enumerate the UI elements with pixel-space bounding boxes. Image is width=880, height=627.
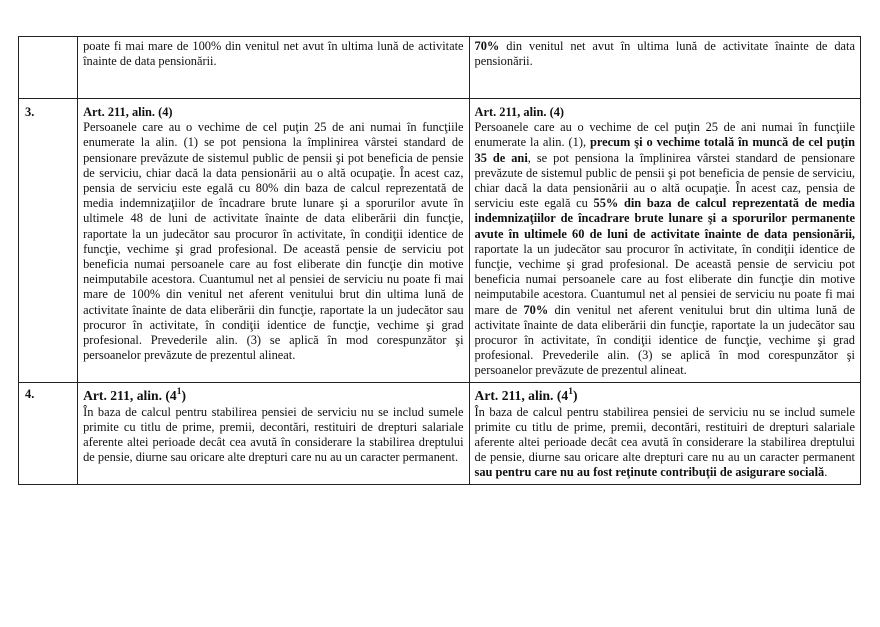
row-number: 4. [19,382,78,484]
current-text: poate fi mai mare de 100% din venitul net avut în ultima lună de activitate înainte de data pensionării. [83,39,464,69]
proposed-text-cell [469,99,860,383]
row-number: 3. [19,99,78,383]
proposed-text: În baza de calcul pentru stabilirea pensiei de serviciu nu se includ sumele primite cu titlu de prime, premii, decontări, restituiri de drepturi salariale aferente altei perioade decât cea avută în considerare la stabilirea dreptului de pensie, diurne sau oricare alte drepturi care nu au un caracter permanent [474,404,855,465]
comparison-table [18,36,861,485]
amended-text-bold: precum şi o vechime totală în muncă de cel puţin 35 de ani [474,135,855,165]
article-heading [475,387,855,405]
proposed-text: raportate la un judecător sau procuror în activitate, în condiţii identice de funcţie, vechime şi grad profesional. De această pensie de serviciu pot beneficia numai persoanele care au fost eliberate din funcţie din motive neimputabile acestora. Cuantumul net al pensiei de serviciu nu poate fi mai mare de [474,241,855,317]
amended-text-bold: 70% [523,302,549,317]
current-text-cell [78,99,469,383]
amended-text-bold: 55% din baza de calcul reprezentată de media indemnizaţiilor de încadrare brute lunare şi a sporurilor permanente avute în ultimele 60 de luni de activitate înainte de data pensionării, [474,196,855,241]
table-row [19,37,861,99]
proposed-text: din venitul net avut în ultima lună de activitate înainte de data pensionării. [474,39,855,69]
article-heading-text: Art. 211, alin. (4 [474,387,569,403]
proposed-text: Persoanele care au o vechime de cel puţin 25 de ani numai în funcţiile enumerate la alin. (1), [474,120,855,150]
article-heading [83,387,463,405]
document-page [18,36,861,485]
proposed-text-cell [469,37,860,99]
proposed-text: din venitul net aferent venitului brut din ultima lună de activitate înainte de data eliberării din funcţie, raportate la un judecător sau procuror în activitate, în condiţii identice de funcţie, vechime şi grad profesional. Prevederile alin. (3) se aplică în mod corespunzător şi persoanelor prevăzute de prezentul alineat. [474,302,856,378]
current-text-cell [78,37,469,99]
current-text: Persoanele care au o vechime de cel puţin 25 de ani numai în funcţiile enumerate la alin. (1) se pot pensiona la împlinirea vârstei standard de pensionare prevăzute de sistemul public de pensii şi pot beneficia de pensie de serviciu, chiar dacă la data pensionării au o altă ocupaţie. În acest caz, pensia de serviciu este egală cu 80% din baza de calcul reprezentată de media indemnizaţiilor de încadrare brute lunare şi a sporurilor avute în ultimele 48 de luni de activitate înainte de data eliberării din funcţie, raportate la un judecător sau procuror în activitate, în condiţii identice de funcţie, vechime şi grad profesional. De această pensie de serviciu pot beneficia numai persoanele care au fost eliberate din funcţie din motive neimputabile acestora. Cuantumul net al pensiei de serviciu nu poate fi mai mare de 100% din venitul net aferent venitului brut din ultima lună de activitate înainte de data eliberării din funcţie, raportate la un judecător sau procuror în activitate, în condiţii identice de funcţie, vechime şi grad profesional. Prevederile alin. (3) se aplică în mod corespunzător şi persoanelor prevăzute de prezentul alineat. [83,120,464,363]
current-text: În baza de calcul pentru stabilirea pensiei de serviciu nu se includ sumele primite cu titlu de prime, premii, decontări, restituiri de drepturi salariale aferente altei perioade decât cea avută în considerare la stabilirea dreptului de pensie, diurne sau oricare alte drepturi care nu au un caracter permanent. [83,404,464,465]
article-heading-text: Art. 211, alin. (4 [83,387,177,403]
proposed-text: . [824,465,828,480]
article-heading-end: ) [572,387,578,403]
article-heading: Art. 211, alin. (4) [474,105,565,119]
article-heading-superscript: 1 [176,386,182,397]
table-row [19,99,861,383]
row-number [19,37,78,99]
amended-text-bold: sau pentru care nu au fost reţinute contribuţii de asigurare socială [474,465,825,480]
amended-text-bold: 70% [474,39,500,53]
proposed-text: , se pot pensiona la împlinirea vârstei standard de pensionare prevăzute de sistemul public de pensii şi pot beneficia de pensie de serviciu, chiar dacă la data pensionării au o altă ocupaţie. În acest caz, pensia de serviciu este egală cu [474,150,855,211]
article-heading-superscript: 1 [568,386,573,397]
article-heading-end: ) [181,387,187,403]
article-heading: Art. 211, alin. (4) [83,105,173,119]
proposed-text-cell [469,382,860,484]
current-text-cell [78,382,469,484]
table-row [19,382,861,484]
